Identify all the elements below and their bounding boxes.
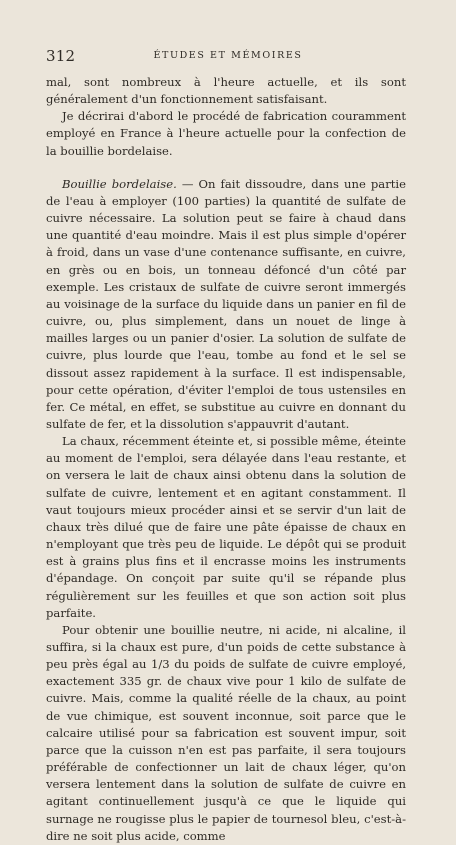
paragraph-text: mal, sont nombreux à l'heure actuelle, et ils sont généralement d'un fonctionnement satisfaisant. bbox=[46, 75, 406, 107]
paragraph bbox=[46, 622, 406, 845]
paragraph-text: La chaux, récemment éteinte et, si possible même, éteinte au moment de l'emploi, sera délayée dans l'eau restante, et on versera le lait de chaux ainsi obtenu dans la solution de sulfate de cuivre, lentement et en agitant constamment. Il vaut toujours mieux procéder ainsi et se servir d'un lait de chaux très dilué que de faire une pâte épaisse de chaux en n'employant que très peu de liquide. Le dépôt qui se produit est à grains plus fins et il encrasse moins les instruments d'épandage. On conçoit par suite qu'il se répande plus régulièrement sur les feuilles et que son action soit plus parfaite. bbox=[46, 434, 406, 620]
body-text bbox=[46, 74, 406, 845]
paragraph-text: Je décrirai d'abord le procédé de fabrication couramment employé en France à l'heure actuelle pour la confection de la bouillie bordelaise. bbox=[46, 109, 406, 158]
page-header bbox=[46, 46, 410, 66]
page-number: 312 bbox=[46, 47, 76, 65]
paragraph-text: — On fait dissoudre, dans une partie de l'eau à employer (100 parties) la quantité de sulfate de cuivre nécessaire. La solution peut se faire à chaud dans une quantité d'eau moindre. Mais il est plus simple d'opérer à froid, dans un vase d'une contenance suffisante, en cuivre, en grès ou en bois, un tonneau défoncé d'un côté par exemple. Les cristaux de sulfate de cuivre seront immergés au voisinage de la surface du liquide dans un panier en fil de cuivre, ou, plus simplement, dans un nouet de linge à mailles larges ou un panier d'osier. La solution de sulfate de cuivre, plus lourde que l'eau, tombe au fond et le sel se dissout assez rapidement à la surface. Il est indispensable, pour cette opération, d'éviter l'emploi de tous ustensiles en fer. Ce métal, en effet, se substitue au cuivre en donnant du sulfate de fer, et la dissolution s'appauvrit d'autant. bbox=[46, 176, 406, 431]
paragraph-text: Pour obtenir une bouillie neutre, ni acide, ni alcaline, il suffira, si la chaux est pure, d'un poids de cette substance à peu près égal au 1/3 du poids de sulfate de cuivre employé, exactement 335 gr. de chaux vive pour 1 kilo de sulfate de cuivre. Mais, comme la qualité réelle de la chaux, au point de vue chimique, est souvent inconnue, soit parce que le calcaire utilisé pour sa fabrication est souvent impur, soit parce que la cuisson n'en est pas parfaite, il sera toujours préférable de confectionner un lait de chaux léger, qu'on versera lentement dans la solution de sulfate de cuivre en agitant continuellement jusqu'à ce que le liquide qui surnage ne rougisse plus le papier de tournesol bleu, c'est-à-dire ne soit plus acide, comme bbox=[46, 622, 406, 843]
running-title: ÉTUDES ET MÉMOIRES bbox=[153, 50, 303, 61]
paragraph-section-start bbox=[46, 176, 406, 433]
section-lead: Bouillie bordelaise. bbox=[62, 176, 177, 191]
paragraph bbox=[46, 433, 406, 622]
paragraph-continuation bbox=[46, 74, 406, 108]
paragraph bbox=[46, 108, 406, 159]
